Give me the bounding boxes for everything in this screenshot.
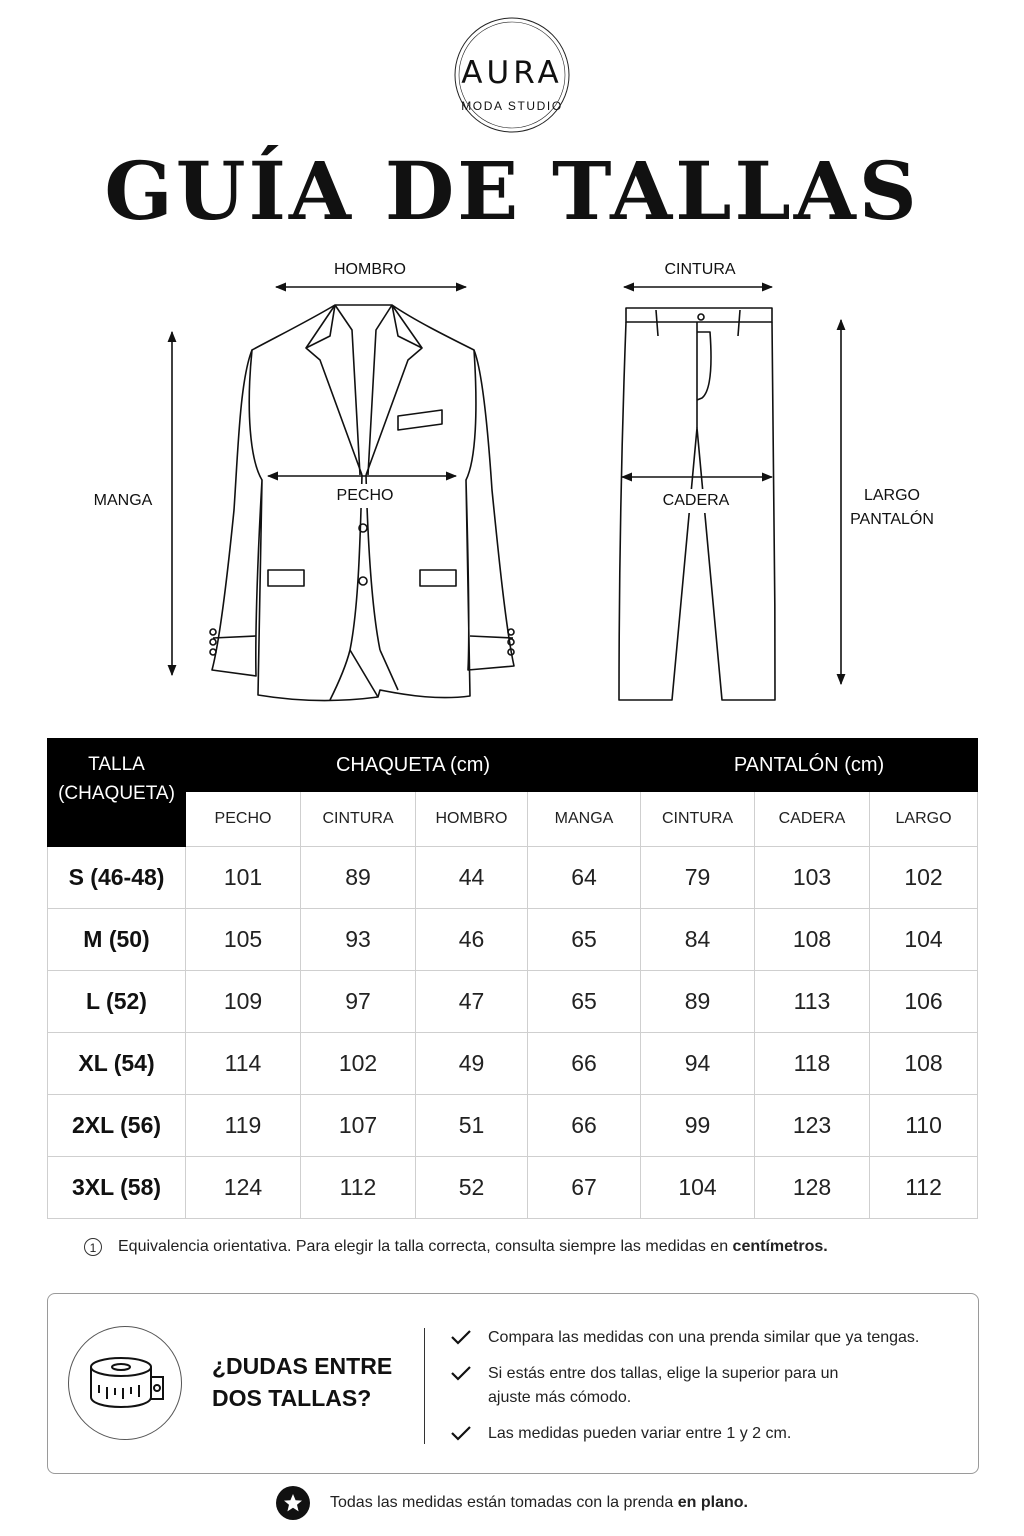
measurement-cell: 65 — [528, 909, 641, 971]
measurement-cell: 119 — [186, 1095, 301, 1157]
measurement-cell: 101 — [186, 847, 301, 909]
label-pants-length-line2: PANTALÓN — [850, 511, 934, 528]
measurement-cell: 93 — [301, 909, 416, 971]
label-pants-length-line1: LARGO — [863, 487, 920, 504]
size-table — [47, 738, 978, 1219]
measurement-cell: 44 — [416, 847, 528, 909]
tips-list — [450, 1326, 970, 1458]
tip-item — [450, 1326, 970, 1350]
size-label: XL (54) — [48, 1033, 186, 1095]
measurement-cell: 102 — [870, 847, 978, 909]
col-header-pants-waist: CINTURA — [641, 792, 755, 847]
measurement-cell: 47 — [416, 971, 528, 1033]
label-shoulder: HOMBRO — [322, 258, 418, 282]
tips-divider — [424, 1328, 425, 1444]
label-hip: CADERA — [656, 489, 736, 513]
size-header-line2: (CHAQUETA) — [58, 782, 175, 804]
measurement-cell: 52 — [416, 1157, 528, 1219]
footer-note — [0, 1484, 1024, 1522]
measurement-cell: 107 — [301, 1095, 416, 1157]
measurement-cell: 65 — [528, 971, 641, 1033]
table-row — [48, 971, 978, 1033]
size-label: L (52) — [48, 971, 186, 1033]
tips-heading — [212, 1350, 412, 1414]
size-header-line1: TALLA — [88, 754, 145, 775]
tip-text: Las medidas pueden variar entre 1 y 2 cm. — [488, 1425, 792, 1442]
measurement-cell: 79 — [641, 847, 755, 909]
jacket-group-header: CHAQUETA (cm) — [186, 739, 641, 792]
measurement-cell: 103 — [755, 847, 870, 909]
measurement-cell: 66 — [528, 1033, 641, 1095]
pants-group-header: PANTALÓN (cm) — [641, 739, 978, 792]
brand-logo — [453, 16, 571, 134]
measurement-cell: 106 — [870, 971, 978, 1033]
measurement-cell: 124 — [186, 1157, 301, 1219]
col-header-jacket-shoulder: HOMBRO — [416, 792, 528, 847]
page-title: GUÍA DE TALLAS — [104, 144, 920, 238]
measurement-cell: 66 — [528, 1095, 641, 1157]
measurement-cell: 64 — [528, 847, 641, 909]
measurement-cell: 112 — [870, 1157, 978, 1219]
tips-box — [47, 1293, 979, 1474]
size-label: S (46-48) — [48, 847, 186, 909]
label-chest: PECHO — [328, 484, 402, 508]
size-label: 3XL (58) — [48, 1157, 186, 1219]
measurement-cell: 128 — [755, 1157, 870, 1219]
table-row — [48, 1095, 978, 1157]
footer-bold: en plano. — [677, 1494, 748, 1511]
measurement-cell: 114 — [186, 1033, 301, 1095]
measurement-cell: 49 — [416, 1033, 528, 1095]
tip-item — [450, 1422, 970, 1446]
table-row — [48, 1157, 978, 1219]
star-icon — [276, 1486, 310, 1520]
note-text: Equivalencia orientativa. Para elegir la talla correcta, consulta siempre las medidas en — [118, 1238, 733, 1255]
measurement-cell: 110 — [870, 1095, 978, 1157]
measurement-cell: 113 — [755, 971, 870, 1033]
measurement-cell: 108 — [755, 909, 870, 971]
measurement-cell: 105 — [186, 909, 301, 971]
measurement-cell: 89 — [301, 847, 416, 909]
col-header-jacket-sleeve: MANGA — [528, 792, 641, 847]
col-header-pants-hip: CADERA — [755, 792, 870, 847]
footer-text: Todas las medidas están tomadas con la prenda — [330, 1494, 678, 1511]
tips-heading-line1: ¿DUDAS ENTRE — [212, 1353, 393, 1379]
measurement-cell: 109 — [186, 971, 301, 1033]
garment-drawing — [0, 250, 1024, 710]
measurement-cell: 104 — [641, 1157, 755, 1219]
measurement-cell: 67 — [528, 1157, 641, 1219]
label-pants-length — [842, 484, 942, 532]
check-icon — [450, 1328, 472, 1346]
label-sleeve: MANGA — [84, 489, 162, 513]
col-header-jacket-chest: PECHO — [186, 792, 301, 847]
measuring-tape-icon — [68, 1326, 182, 1440]
measurement-cell: 84 — [641, 909, 755, 971]
size-column-header — [48, 739, 186, 847]
size-label: 2XL (56) — [48, 1095, 186, 1157]
check-icon — [450, 1424, 472, 1442]
measurement-cell: 99 — [641, 1095, 755, 1157]
measurement-cell: 51 — [416, 1095, 528, 1157]
check-icon — [450, 1364, 472, 1382]
tip-item — [450, 1362, 970, 1410]
measurement-cell: 104 — [870, 909, 978, 971]
tip-text: Compara las medidas con una prenda similar que ya tengas. — [488, 1329, 920, 1346]
measurement-cell: 112 — [301, 1157, 416, 1219]
note-bold: centímetros. — [732, 1238, 828, 1255]
measurement-cell: 102 — [301, 1033, 416, 1095]
table-row — [48, 1033, 978, 1095]
label-waist: CINTURA — [652, 258, 748, 282]
info-circle-icon: 1 — [84, 1238, 102, 1256]
size-table-body — [48, 847, 978, 1219]
tip-text: Si estás entre dos tallas, elige la superior para un ajuste más cómodo. — [488, 1365, 839, 1406]
size-note — [84, 1236, 984, 1258]
measurement-cell: 123 — [755, 1095, 870, 1157]
measurement-cell: 118 — [755, 1033, 870, 1095]
measurement-cell: 46 — [416, 909, 528, 971]
tips-heading-line2: DOS TALLAS? — [212, 1385, 372, 1411]
measurement-cell: 89 — [641, 971, 755, 1033]
logo-name: AURA — [461, 55, 563, 91]
table-row — [48, 909, 978, 971]
col-header-pants-length: LARGO — [870, 792, 978, 847]
garment-illustrations — [0, 250, 1024, 710]
measurement-cell: 97 — [301, 971, 416, 1033]
logo-subtitle: MODA STUDIO — [461, 99, 563, 113]
col-header-jacket-waist: CINTURA — [301, 792, 416, 847]
size-label: M (50) — [48, 909, 186, 971]
measurement-cell: 94 — [641, 1033, 755, 1095]
table-row — [48, 847, 978, 909]
measurement-cell: 108 — [870, 1033, 978, 1095]
